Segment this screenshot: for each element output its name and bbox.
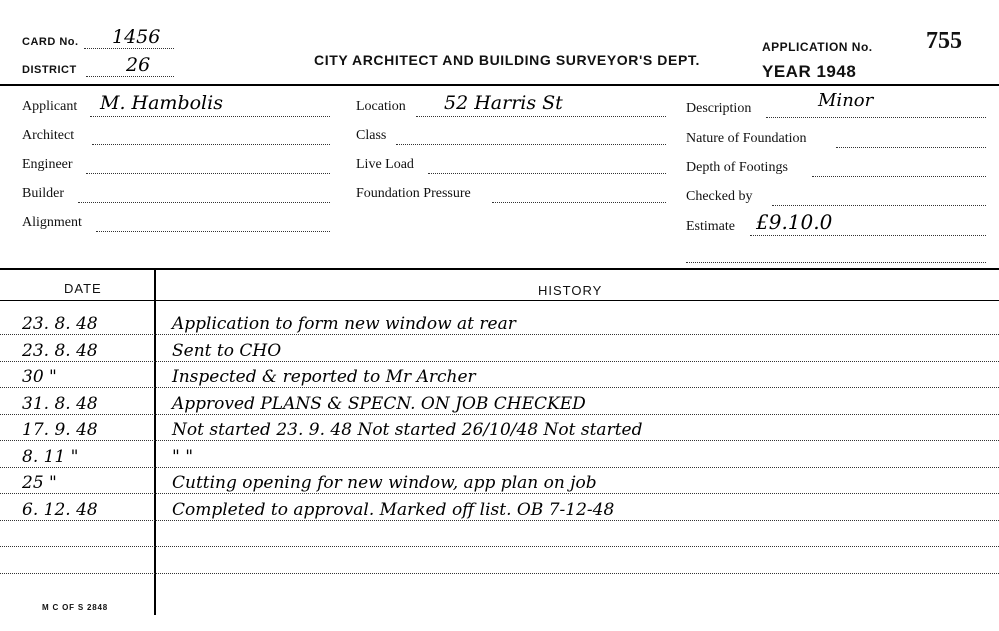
header-rule: [0, 84, 999, 86]
description-value: Minor: [818, 90, 874, 111]
depth-of-footings-label: Depth of Footings: [686, 160, 788, 175]
description-label: Description: [686, 101, 752, 116]
application-number: 755: [926, 28, 962, 54]
history-row-date: 31. 8. 48: [22, 394, 98, 414]
foundation-pressure-label: Foundation Pressure: [356, 186, 471, 201]
date-column-header: DATE: [64, 281, 102, 296]
history-row-text: Application to form new window at rear: [172, 314, 516, 334]
estimate-value: £9.10.0: [756, 210, 833, 234]
history-row-date: 8. 11 ": [22, 447, 79, 467]
history-column-header: HISTORY: [538, 283, 603, 298]
history-row-date: 30 ": [22, 367, 57, 387]
architect-label: Architect: [22, 128, 75, 143]
history-row-line: [0, 520, 999, 521]
applicant-value: M. Hambolis: [100, 92, 223, 114]
live-load-label: Live Load: [356, 157, 414, 172]
history-row-date: 25 ": [22, 473, 57, 493]
dept-title: CITY ARCHITECT AND BUILDING SURVEYOR'S DEPT.: [314, 52, 700, 68]
card-no-value: 1456: [112, 26, 161, 48]
history-row-line: [0, 361, 999, 362]
year-label: YEAR 1948: [762, 62, 857, 81]
class-label: Class: [356, 128, 387, 143]
history-row-date: 23. 8. 48: [22, 314, 98, 334]
builder-label: Builder: [22, 186, 64, 201]
checked-by-label: Checked by: [686, 189, 753, 204]
history-row-text: Not started 23. 9. 48 Not started 26/10/48 Not started: [172, 420, 643, 440]
history-row-line: [0, 387, 999, 388]
history-row-line: [0, 493, 999, 494]
history-row-text: Approved PLANS & SPECN. ON JOB CHECKED: [172, 394, 586, 414]
history-row-line: [0, 440, 999, 441]
history-row-line: [0, 467, 999, 468]
history-row-line: [0, 546, 999, 547]
engineer-label: Engineer: [22, 157, 73, 172]
history-column-rule: [154, 270, 156, 615]
history-row-text: Cutting opening for new window, app plan on job: [172, 473, 597, 493]
location-label: Location: [356, 99, 406, 114]
alignment-label: Alignment: [22, 215, 82, 230]
history-row-text: Sent to CHO: [172, 341, 282, 361]
district-value: 26: [126, 54, 151, 76]
history-row-line: [0, 414, 999, 415]
nature-of-foundation-label: Nature of Foundation: [686, 131, 807, 146]
district-label: DISTRICT: [22, 64, 77, 76]
card-no-label: CARD No.: [22, 36, 79, 48]
history-row-date: 17. 9. 48: [22, 420, 98, 440]
history-top-rule: [0, 268, 999, 270]
history-header-rule: [0, 300, 999, 301]
history-row-line: [0, 334, 999, 335]
application-label: APPLICATION No.: [762, 40, 873, 54]
history-row-date: 6. 12. 48: [22, 500, 98, 520]
history-row-text: " ": [172, 447, 194, 467]
history-row-line: [0, 573, 999, 574]
history-row-text: Inspected & reported to Mr Archer: [172, 367, 476, 387]
form-code: M C OF S 2848: [42, 603, 108, 612]
estimate-label: Estimate: [686, 219, 735, 234]
history-row-text: Completed to approval. Marked off list. OB 7-12-48: [172, 500, 615, 520]
history-row-date: 23. 8. 48: [22, 341, 98, 361]
applicant-label: Applicant: [22, 99, 78, 114]
location-value: 52 Harris St: [444, 92, 563, 114]
